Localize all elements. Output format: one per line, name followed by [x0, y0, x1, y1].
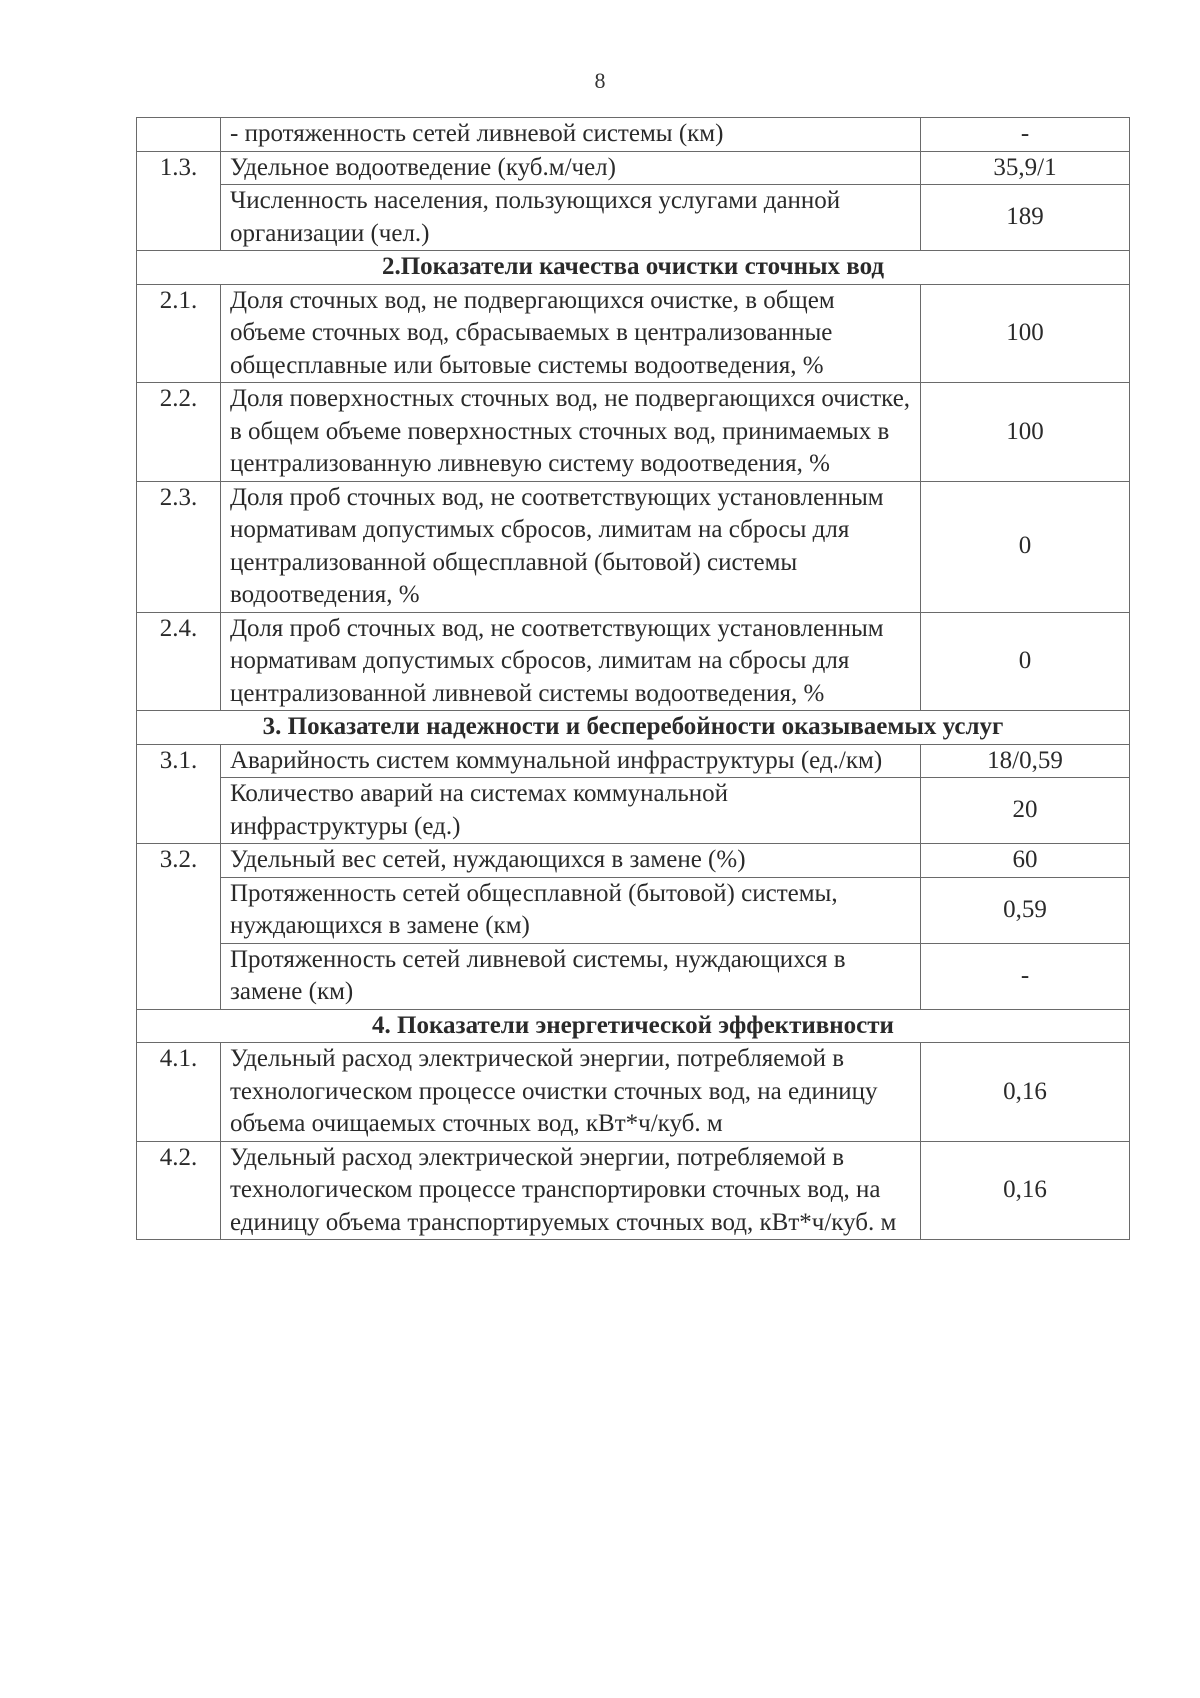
row-description: Протяженность сетей общесплавной (бытовой) системы, нуждающихся в замене (км)	[221, 877, 921, 943]
row-number: 2.2.	[137, 383, 221, 482]
row-value: 60	[921, 844, 1130, 878]
row-value: 18/0,59	[921, 744, 1130, 778]
row-number: 4.1.	[137, 1043, 221, 1142]
table-row	[137, 185, 1130, 251]
row-description: Доля сточных вод, не подвергающихся очистке, в общем объеме сточных вод, сбрасываемых в централизованные общесплавные или бытовые системы водоотведения, %	[221, 284, 921, 383]
row-value: 0,59	[921, 877, 1130, 943]
row-description: Удельный расход электрической энергии, потребляемой в технологическом процессе транспортировки сточных вод, на единицу объема транспортируемых сточных вод, кВт*ч/куб. м	[221, 1141, 921, 1240]
row-value: 0,16	[921, 1043, 1130, 1142]
row-number-empty	[137, 943, 221, 1009]
row-description: Доля поверхностных сточных вод, не подвергающихся очистке, в общем объеме поверхностных сточных вод, принимаемых в централизованную ливневую систему водоотведения, %	[221, 383, 921, 482]
row-number-empty	[137, 877, 221, 943]
row-description: Количество аварий на системах коммунальной инфраструктуры (ед.)	[221, 778, 921, 844]
row-number: 1.3.	[137, 151, 221, 185]
row-number	[137, 118, 221, 152]
section-header	[137, 711, 1130, 745]
row-description: Протяженность сетей ливневой системы, нуждающихся в замене (км)	[221, 943, 921, 1009]
row-description: Доля проб сточных вод, не соответствующих установленным нормативам допустимых сбросов, лимитам на сбросы для централизованной общесплавной (бытовой) системы водоотведения, %	[221, 481, 921, 612]
section-title: 3. Показатели надежности и бесперебойности оказываемых услуг	[137, 711, 1130, 745]
section-title: 4. Показатели энергетической эффективности	[137, 1009, 1130, 1043]
section-title: 2.Показатели качества очистки сточных вод	[137, 251, 1130, 285]
row-value: 0	[921, 612, 1130, 711]
row-value: 0	[921, 481, 1130, 612]
indicators-table	[136, 117, 1130, 1240]
table-row	[137, 1043, 1130, 1142]
row-number-empty	[137, 778, 221, 844]
row-value: -	[921, 118, 1130, 152]
row-number: 2.4.	[137, 612, 221, 711]
row-number: 3.2.	[137, 844, 221, 878]
table-row	[137, 118, 1130, 152]
table-row	[137, 151, 1130, 185]
row-description: Численность населения, пользующихся услугами данной организации (чел.)	[221, 185, 921, 251]
row-value: -	[921, 943, 1130, 1009]
section-header	[137, 251, 1130, 285]
row-number: 2.1.	[137, 284, 221, 383]
table-row	[137, 284, 1130, 383]
table-row	[137, 612, 1130, 711]
table-row	[137, 481, 1130, 612]
row-number: 3.1.	[137, 744, 221, 778]
table-row	[137, 744, 1130, 778]
row-value: 100	[921, 383, 1130, 482]
row-number-empty	[137, 185, 221, 251]
row-description: Удельный расход электрической энергии, потребляемой в технологическом процессе очистки сточных вод, на единицу объема очищаемых сточных вод, кВт*ч/куб. м	[221, 1043, 921, 1142]
row-value: 35,9/1	[921, 151, 1130, 185]
row-description: Аварийность систем коммунальной инфраструктуры (ед./км)	[221, 744, 921, 778]
row-value: 189	[921, 185, 1130, 251]
row-description: Удельное водоотведение (куб.м/чел)	[221, 151, 921, 185]
row-description: Доля проб сточных вод, не соответствующих установленным нормативам допустимых сбросов, лимитам на сбросы для централизованной ливневой системы водоотведения, %	[221, 612, 921, 711]
row-description: Удельный вес сетей, нуждающихся в замене (%)	[221, 844, 921, 878]
row-value: 100	[921, 284, 1130, 383]
row-value: 20	[921, 778, 1130, 844]
table-row	[137, 943, 1130, 1009]
table-row	[137, 383, 1130, 482]
table-row	[137, 877, 1130, 943]
row-description: - протяженность сетей ливневой системы (км)	[221, 118, 921, 152]
row-number: 2.3.	[137, 481, 221, 612]
table-row	[137, 844, 1130, 878]
row-value: 0,16	[921, 1141, 1130, 1240]
section-header	[137, 1009, 1130, 1043]
row-number: 4.2.	[137, 1141, 221, 1240]
table-row	[137, 778, 1130, 844]
table-row	[137, 1141, 1130, 1240]
page-number: 8	[594, 68, 606, 93]
